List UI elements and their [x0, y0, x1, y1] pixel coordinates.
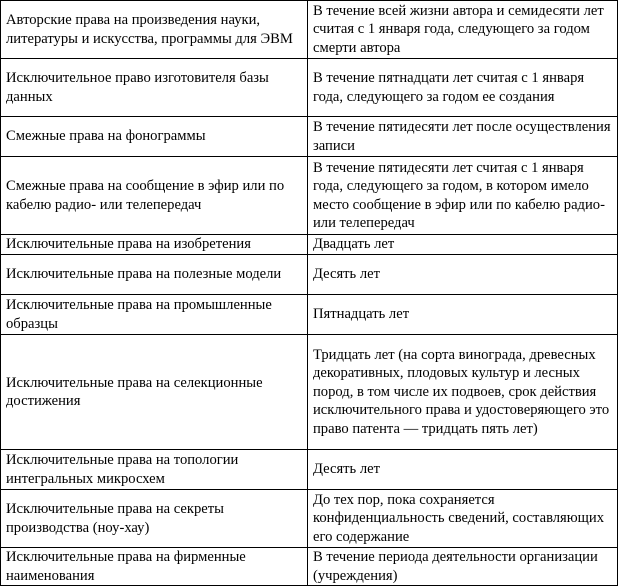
- table-row: [1, 235, 618, 255]
- right-cell: Исключительные права на изобретения: [1, 235, 308, 255]
- term-cell: Десять лет: [308, 255, 618, 295]
- right-cell: Исключительные права на секреты производства (ноу-хау): [1, 490, 308, 548]
- right-cell: Исключительные права на селекционные достижения: [1, 335, 308, 450]
- table-row: [1, 1, 618, 59]
- term-cell: Двадцать лет: [308, 235, 618, 255]
- term-cell: В течение пятидесяти лет считая с 1 января года, следующего за годом, в котором имело место сообщение в эфир или по кабелю радио- или телепередач: [308, 157, 618, 235]
- right-cell: Исключительные права на полезные модели: [1, 255, 308, 295]
- right-cell: Авторские права на произведения науки, литературы и искусства, программы для ЭВМ: [1, 1, 308, 59]
- right-cell: Исключительные права на промышленные образцы: [1, 295, 308, 335]
- right-cell: Смежные права на фонограммы: [1, 117, 308, 157]
- right-cell: Исключительное право изготовителя базы данных: [1, 59, 308, 117]
- table-row: [1, 117, 618, 157]
- table-row: [1, 255, 618, 295]
- term-cell: В течение пятидесяти лет после осуществления записи: [308, 117, 618, 157]
- term-cell: Десять лет: [308, 450, 618, 490]
- term-cell: Тридцать лет (на сорта винограда, древесных декоративных, плодовых культур и лесных пород, в том числе их подвоев, срок действия исключительного права и удостоверяющего это право патента — тридцать пять лет): [308, 335, 618, 450]
- right-cell: Исключительные права на фирменные наименования: [1, 548, 308, 586]
- table-row: [1, 548, 618, 586]
- right-cell: Исключительные права на топологии интегральных микросхем: [1, 450, 308, 490]
- table-row: [1, 450, 618, 490]
- table-row: [1, 157, 618, 235]
- table-row: [1, 59, 618, 117]
- right-cell: Смежные права на сообщение в эфир или по кабелю радио- или телепередач: [1, 157, 308, 235]
- term-cell: До тех пор, пока сохраняется конфиденциальность сведений, составляющих его содержание: [308, 490, 618, 548]
- term-cell: В течение периода деятельности организации (учреждения): [308, 548, 618, 586]
- term-cell: Пятнадцать лет: [308, 295, 618, 335]
- term-cell: В течение пятнадцати лет считая с 1 января года, следующего за годом ее создания: [308, 59, 618, 117]
- table-row: [1, 490, 618, 548]
- table-row: [1, 295, 618, 335]
- table-row: [1, 335, 618, 450]
- term-cell: В течение всей жизни автора и семидесяти лет считая с 1 января года, следующего за годом смерти автора: [308, 1, 618, 59]
